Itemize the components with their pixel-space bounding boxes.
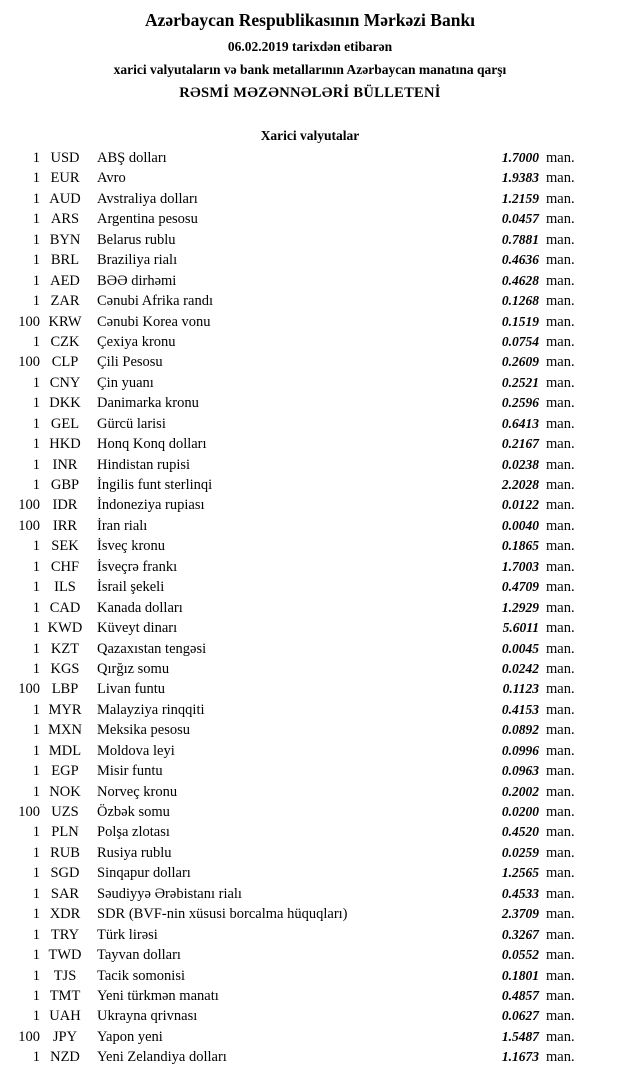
currency-name: İngilis funt sterlinqi — [97, 477, 213, 493]
currency-quantity: 100 — [18, 517, 40, 534]
currency-quantity: 1 — [32, 395, 40, 412]
currency-quantity: 1 — [32, 333, 40, 350]
currency-rate: 0.0200 — [501, 804, 539, 819]
currency-quantity: 1 — [32, 926, 40, 943]
currency-rate: 1.7003 — [501, 558, 539, 574]
currency-rate: 0.1865 — [501, 538, 539, 554]
currency-rate: 0.4153 — [501, 701, 539, 717]
currency-quantity: 100 — [18, 804, 40, 820]
currency-row — [12, 784, 588, 804]
currency-rate: 0.0552 — [501, 947, 539, 963]
currency-quantity: 100 — [18, 354, 40, 371]
currency-rate: 0.2002 — [501, 783, 539, 799]
currency-rate: 0.0045 — [501, 640, 539, 656]
unit-label: man. — [546, 844, 575, 861]
currency-code: SEK — [51, 538, 79, 555]
currency-row — [12, 191, 588, 211]
currency-quantity: 100 — [18, 313, 40, 330]
currency-quantity: 1 — [32, 987, 40, 1004]
currency-rate: 1.5487 — [501, 1028, 539, 1044]
currency-code: SGD — [50, 865, 80, 882]
currency-code: UAH — [49, 1008, 81, 1025]
currency-rate: 0.0627 — [501, 1008, 539, 1024]
currency-code: GEL — [50, 415, 80, 432]
currency-row — [12, 252, 588, 272]
bulletin-subtitle: xarici valyutaların və bank metallarının Azərbaycan manatına qarşı — [113, 62, 507, 77]
currency-name: Küveyt dinarı — [97, 620, 178, 637]
effective-date: 06.02.2019 tarixdən etibarən — [227, 39, 393, 54]
currency-quantity: 100 — [18, 497, 40, 514]
currency-row — [12, 824, 588, 844]
unit-label: man. — [546, 252, 575, 269]
currency-quantity: 100 — [18, 681, 40, 698]
currency-row — [12, 395, 588, 415]
currency-code: TMT — [49, 987, 81, 1004]
currency-quantity: 1 — [32, 783, 40, 800]
unit-label: man. — [546, 517, 575, 534]
currency-name: Türk lirəsi — [97, 926, 158, 943]
currency-row — [12, 968, 588, 988]
currency-quantity: 1 — [32, 293, 40, 310]
unit-label: man. — [546, 865, 575, 882]
currency-code: RUB — [50, 844, 80, 861]
currency-row — [12, 334, 588, 354]
currency-quantity: 1 — [32, 150, 40, 166]
currency-code: EGP — [51, 763, 79, 780]
currency-name: Qırğız somu — [97, 660, 170, 677]
currency-row — [12, 1029, 588, 1049]
currency-name: Meksika pesosu — [97, 722, 191, 739]
currency-rate: 0.7881 — [501, 231, 539, 247]
currency-name: Belarus rublu — [97, 231, 176, 248]
currency-name: İran rialı — [97, 517, 148, 534]
currency-row — [12, 416, 588, 436]
currency-quantity: 1 — [32, 170, 40, 187]
unit-label: man. — [546, 436, 575, 453]
unit-label: man. — [546, 558, 575, 575]
currency-name: Yeni türkmən manatı — [97, 987, 219, 1004]
currency-quantity: 1 — [32, 1049, 40, 1066]
currency-row — [12, 681, 588, 701]
currency-name: Avstraliya dolları — [97, 190, 198, 207]
currency-quantity: 1 — [32, 190, 40, 207]
currency-row — [12, 579, 588, 599]
unit-label: man. — [546, 272, 575, 289]
currency-name: İsrail şekeli — [97, 579, 165, 596]
currency-rate: 0.6413 — [501, 415, 539, 431]
unit-label: man. — [546, 640, 575, 657]
bank-title: Azərbaycan Respublikasının Mərkəzi Bankı — [144, 10, 476, 30]
currency-row — [12, 1008, 588, 1028]
currency-name: Qazaxıstan tengəsi — [97, 640, 207, 657]
currency-name: Cənubi Korea vonu — [97, 313, 211, 330]
currency-name: Kanada dolları — [97, 599, 183, 616]
currency-rate: 0.1801 — [501, 967, 539, 983]
currency-name: BƏƏ dirhəmi — [97, 272, 177, 289]
currency-name: Polşa zlotası — [97, 824, 170, 841]
unit-label: man. — [546, 374, 575, 391]
currency-name: SDR (BVF-nin xüsusi borcalma hüquqları) — [97, 906, 348, 923]
currency-rate: 0.0963 — [501, 763, 539, 779]
currency-row — [12, 600, 588, 620]
unit-label: man. — [546, 722, 575, 739]
unit-label: man. — [546, 681, 575, 698]
currency-code: ZAR — [50, 293, 80, 310]
currency-name: Honq Konq dolları — [97, 436, 207, 453]
unit-label: man. — [546, 477, 575, 493]
currency-row — [12, 886, 588, 906]
currency-quantity: 1 — [32, 947, 40, 964]
unit-label: man. — [546, 926, 575, 943]
unit-label: man. — [546, 170, 575, 187]
currency-row — [12, 518, 588, 538]
bulletin-header — [0, 10, 620, 102]
currency-code: NZD — [50, 1049, 80, 1066]
currency-rate: 0.1268 — [501, 293, 539, 309]
currency-code: EUR — [50, 170, 80, 187]
currency-quantity: 100 — [18, 1028, 40, 1045]
unit-label: man. — [546, 293, 575, 310]
currency-rate: 0.4857 — [501, 987, 539, 1003]
currency-name: Gürcü larisi — [97, 415, 166, 432]
currency-rate: 0.2521 — [501, 374, 539, 390]
currency-row — [12, 273, 588, 293]
currency-quantity: 1 — [32, 865, 40, 882]
currency-rate: 1.2565 — [501, 865, 539, 881]
currency-row — [12, 702, 588, 722]
currency-quantity: 1 — [32, 824, 40, 841]
currency-row — [12, 436, 588, 456]
currency-name: Səudiyyə Ərəbistanı rialı — [97, 885, 242, 902]
currency-code: GBP — [50, 477, 80, 493]
currency-rate: 0.4533 — [501, 885, 539, 901]
currency-quantity: 1 — [32, 415, 40, 432]
currency-code: ILS — [54, 579, 76, 596]
currency-code: KWD — [47, 620, 83, 637]
currency-rate: 0.0122 — [501, 497, 539, 513]
currency-quantity: 1 — [32, 231, 40, 248]
currency-quantity: 1 — [32, 660, 40, 677]
currency-name: Tayvan dolları — [97, 947, 181, 964]
currency-name: Sinqapur dolları — [97, 865, 191, 882]
unit-label: man. — [546, 395, 575, 412]
currency-rate: 0.0040 — [501, 517, 539, 533]
currency-rate: 5.6011 — [502, 620, 539, 636]
section-title-foreign-currencies: Xarici valyutalar — [260, 128, 360, 143]
currency-quantity: 1 — [32, 742, 40, 759]
currency-row — [12, 641, 588, 661]
unit-label: man. — [546, 701, 575, 718]
currency-code: AUD — [49, 190, 81, 207]
unit-label: man. — [546, 313, 575, 330]
currency-name: Çexiya kronu — [97, 333, 176, 350]
unit-label: man. — [546, 1028, 575, 1045]
currency-name: Yapon yeni — [97, 1028, 163, 1045]
currency-code: USD — [50, 150, 80, 166]
currency-row — [12, 314, 588, 334]
unit-label: man. — [546, 231, 575, 248]
currency-name: İndoneziya rupiası — [97, 497, 205, 514]
currency-row — [12, 763, 588, 783]
currency-code: BYN — [49, 231, 81, 248]
currency-code: NOK — [49, 783, 81, 800]
currency-name: Rusiya rublu — [97, 844, 172, 861]
currency-name: Yeni Zelandiya dolları — [97, 1049, 227, 1066]
currency-name: Danimarka kronu — [97, 395, 199, 412]
currency-code: KRW — [48, 313, 82, 330]
unit-label: man. — [546, 538, 575, 555]
currency-quantity: 1 — [32, 722, 40, 739]
currency-code: IRR — [52, 517, 78, 534]
currency-name: Argentina pesosu — [97, 211, 198, 228]
currency-row — [12, 661, 588, 681]
currency-quantity: 1 — [32, 844, 40, 861]
currency-row — [12, 232, 588, 252]
currency-rate: 0.4709 — [501, 579, 539, 595]
currency-name: Hindistan rupisi — [97, 456, 191, 473]
currency-name: İsveçrə frankı — [97, 558, 178, 575]
unit-label: man. — [546, 804, 575, 820]
currency-code: TJS — [53, 967, 77, 984]
currency-rate: 2.3709 — [501, 906, 539, 922]
currency-row — [12, 211, 588, 231]
unit-label: man. — [546, 211, 575, 228]
currency-code: KZT — [50, 640, 80, 657]
currency-code: JPY — [52, 1028, 78, 1045]
currency-code: HKD — [49, 436, 81, 453]
currency-code: KGS — [50, 660, 80, 677]
unit-label: man. — [546, 599, 575, 616]
currency-rate: 1.7000 — [501, 150, 539, 165]
currency-rate: 0.0457 — [501, 211, 539, 227]
currency-quantity: 1 — [32, 456, 40, 473]
currency-name: İsveç kronu — [97, 538, 166, 555]
currency-rate: 1.9383 — [501, 170, 539, 186]
currency-name: Tacik somonisi — [97, 967, 185, 984]
currency-name: Avro — [97, 170, 126, 187]
currency-row — [12, 865, 588, 885]
currency-rate: 1.2159 — [501, 190, 539, 206]
currency-row — [12, 477, 588, 497]
unit-label: man. — [546, 967, 575, 984]
currency-row — [12, 804, 588, 824]
currency-quantity: 1 — [32, 558, 40, 575]
currency-row — [12, 1049, 588, 1069]
currency-row — [12, 170, 588, 190]
currency-rate: 0.4636 — [501, 252, 539, 268]
currency-quantity: 1 — [32, 906, 40, 923]
currency-row — [12, 845, 588, 865]
unit-label: man. — [546, 906, 575, 923]
currency-code: MDL — [48, 742, 82, 759]
currency-row — [12, 497, 588, 517]
currency-quantity: 1 — [32, 252, 40, 269]
currency-rate: 0.0892 — [501, 722, 539, 738]
currency-row — [12, 457, 588, 477]
currency-quantity: 1 — [32, 374, 40, 391]
currency-row — [12, 743, 588, 763]
currency-quantity: 1 — [32, 620, 40, 637]
currency-code: SAR — [50, 885, 80, 902]
unit-label: man. — [546, 824, 575, 841]
currency-name: Misir funtu — [97, 763, 163, 780]
currency-code: MYR — [48, 701, 82, 718]
currency-rate: 0.4628 — [501, 272, 539, 288]
currency-rate: 0.0238 — [501, 456, 539, 472]
currency-code: TRY — [50, 926, 80, 943]
unit-label: man. — [546, 497, 575, 514]
currency-rate: 0.0996 — [501, 742, 539, 758]
currency-row — [12, 293, 588, 313]
currency-row — [12, 906, 588, 926]
currency-name: ABŞ dolları — [97, 150, 167, 166]
currency-code: XDR — [49, 906, 81, 923]
currency-rate: 1.2929 — [501, 599, 539, 615]
currency-rate: 0.0754 — [501, 333, 539, 349]
unit-label: man. — [546, 742, 575, 759]
unit-label: man. — [546, 885, 575, 902]
currency-code: BRL — [50, 252, 80, 269]
currency-code: CLP — [51, 354, 79, 371]
unit-label: man. — [546, 987, 575, 1004]
currency-quantity: 1 — [32, 477, 40, 493]
currency-code: DKK — [49, 395, 81, 412]
currency-quantity: 1 — [32, 211, 40, 228]
unit-label: man. — [546, 1008, 575, 1025]
unit-label: man. — [546, 660, 575, 677]
currency-rate: 0.0259 — [501, 844, 539, 860]
unit-label: man. — [546, 415, 575, 432]
unit-label: man. — [546, 1049, 575, 1066]
unit-label: man. — [546, 620, 575, 637]
currency-rate: 2.2028 — [501, 477, 539, 492]
currency-quantity: 1 — [32, 967, 40, 984]
currency-name: Moldova leyi — [97, 742, 175, 759]
currency-row — [12, 150, 588, 170]
currency-rate: 0.1123 — [502, 681, 539, 697]
currency-rate: 1.1673 — [501, 1049, 539, 1065]
currency-code: AED — [50, 272, 80, 289]
currency-code: PLN — [51, 824, 79, 841]
currency-name: Malayziya rinqqiti — [97, 701, 205, 718]
currency-name: Özbək somu — [97, 804, 170, 820]
currency-quantity: 1 — [32, 579, 40, 596]
currency-name: Braziliya rialı — [97, 252, 178, 269]
currency-code: IDR — [52, 497, 78, 514]
currency-name: Cənubi Afrika randı — [97, 293, 213, 310]
currency-code: ARS — [50, 211, 80, 228]
currency-row — [12, 538, 588, 558]
currency-quantity: 1 — [32, 1008, 40, 1025]
unit-label: man. — [546, 150, 575, 166]
currency-code: TWD — [48, 947, 82, 964]
currency-row — [12, 354, 588, 374]
unit-label: man. — [546, 333, 575, 350]
currency-row — [12, 927, 588, 947]
currency-code: CHF — [50, 558, 80, 575]
currency-row — [12, 947, 588, 967]
unit-label: man. — [546, 579, 575, 596]
currency-name: Livan funtu — [97, 681, 166, 698]
currency-row — [12, 722, 588, 742]
currency-row — [12, 988, 588, 1008]
unit-label: man. — [546, 456, 575, 473]
currency-quantity: 1 — [32, 599, 40, 616]
unit-label: man. — [546, 783, 575, 800]
currency-name: Çin yuanı — [97, 374, 154, 391]
currency-quantity: 1 — [32, 436, 40, 453]
currency-quantity: 1 — [32, 640, 40, 657]
currency-row — [12, 559, 588, 579]
currency-code: CNY — [49, 374, 81, 391]
currency-code: UZS — [51, 804, 79, 820]
currency-rate: 0.0242 — [501, 660, 539, 676]
currency-rate: 0.3267 — [501, 926, 539, 942]
currency-name: Norveç kronu — [97, 783, 178, 800]
currency-rate: 0.2596 — [501, 395, 539, 411]
currency-code: INR — [52, 456, 78, 473]
currency-code: MXN — [48, 722, 82, 739]
currency-rate: 0.1519 — [501, 313, 539, 329]
currency-name: Çili Pesosu — [97, 354, 163, 371]
currency-row — [12, 375, 588, 395]
currency-code: CZK — [50, 333, 80, 350]
currency-rate: 0.2167 — [501, 436, 539, 452]
unit-label: man. — [546, 354, 575, 371]
currency-quantity: 1 — [32, 763, 40, 780]
rates-table — [0, 150, 620, 1070]
currency-quantity: 1 — [32, 885, 40, 902]
unit-label: man. — [546, 947, 575, 964]
currency-quantity: 1 — [32, 701, 40, 718]
currency-quantity: 1 — [32, 538, 40, 555]
unit-label: man. — [546, 190, 575, 207]
currency-rate: 0.4520 — [501, 824, 539, 840]
currency-row — [12, 620, 588, 640]
currency-code: CAD — [49, 599, 81, 616]
currency-rate: 0.2609 — [501, 354, 539, 370]
bulletin-title: RƏSMİ MƏZƏNNƏLƏRİ BÜLLETENİ — [179, 85, 441, 101]
currency-quantity: 1 — [32, 272, 40, 289]
currency-code: LBP — [51, 681, 79, 698]
currency-name: Ukrayna qrivnası — [97, 1008, 198, 1025]
unit-label: man. — [546, 763, 575, 780]
